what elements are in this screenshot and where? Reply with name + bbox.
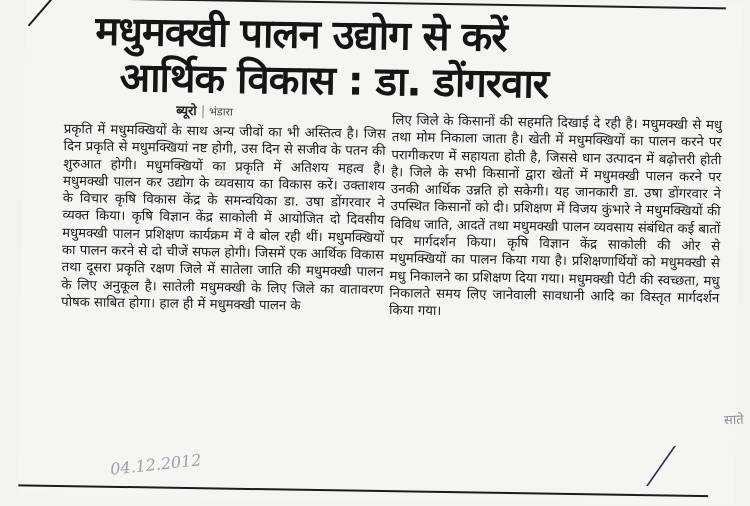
byline-location: भंडारा (209, 105, 234, 119)
clipping-top-left-edge (28, 0, 56, 26)
newspaper-clipping (18, 0, 745, 506)
article-column-right (389, 112, 722, 325)
article-right-text: लिए जिले के किसानों की सहमति दिखाई दे रही है। मधुमक्खी से मधु तथा मोम निकाला जाता है। खेती में मधुमक्खियों का पालन करने पर परागीकरण में सहायता होती है, जिससे धान उत्पादन में बढ़ोत्तरी होती है। जिले के सभी किसानों द्वारा खेतों में मधुमक्खी पालन करने पर उनकी आर्थिक उन्नति हो सकेगी। यह जानकारी डा. उषा डोंगरवार ने उपस्थित किसानों को दी। प्रशिक्षण में विजय कुंभारे ने मधुमक्खियों की विविध जाति, आदतें तथा मधुमक्खी पालन व्यवसाय संबंधित कई बातों पर मार्गदर्शन किया। कृषि विज्ञान केंद्र साकोली की ओर से मधुमक्खियों का पालन किया गया है। प्रशिक्षणार्थियों को मधुमक्खी से मधु निकालने का प्रशिक्षण दिया गया। मधुमक्खी पेटी की स्वच्छता, मधु निकालते समय लिए जानेवाली सावधानी आदि का विस्तृत मार्गदर्शन किया गया। (388, 113, 723, 320)
clipping-bottom-edge (18, 484, 708, 497)
byline-author: ब्यूरो (176, 103, 197, 120)
article-left-text: प्रकृति में मधुमक्खियों के साथ अन्य जीवों का भी अस्तित्व है। जिस दिन प्रकृति से मधुमक्खियां नष्ट होगी, उस दिन से सजीव के पतन की शुरुआत होगी। मधुमक्खियों का प्रकृति में अतिशय महत्व है। मधुमक्खी पालन कर उद्योग के व्यवसाय का विकास करें। उक्ताशय के विचार कृषि विकास केंद्र के समन्वयिका डा. उषा डोंगरवार ने व्यक्त किया। कृषि विज्ञान केंद्र साकोली में आयोजित दो दिवसीय मधुमक्खी पालन प्रशिक्षण कार्यक्रम में वे बोल रही थीं। मधुमक्खियों का पालन करने से दो चीजें सफल होगी। जिसमें एक आर्थिक विकास तथा दूसरा प्रकृति रक्षण जिले में सातेला जाति की मधुमक्खी पालन के लिए अनुकूल है। सातेली मधुमक्खी के लिए जिले का वातावरण पोषक साबित होगा। हाल ही में मधुमक्खी पालन के (61, 122, 386, 314)
headline-line-2: आर्थिक विकास : डा. डोंगरवार (119, 54, 549, 108)
byline-separator: | (200, 104, 206, 120)
headline-line-1: मधुमक्खी पालन उद्योग से करें (95, 8, 508, 61)
article-column-left (61, 121, 386, 316)
margin-note: साते (724, 412, 745, 429)
byline (176, 101, 233, 120)
handwritten-date: 04.12.2012 (109, 450, 203, 479)
